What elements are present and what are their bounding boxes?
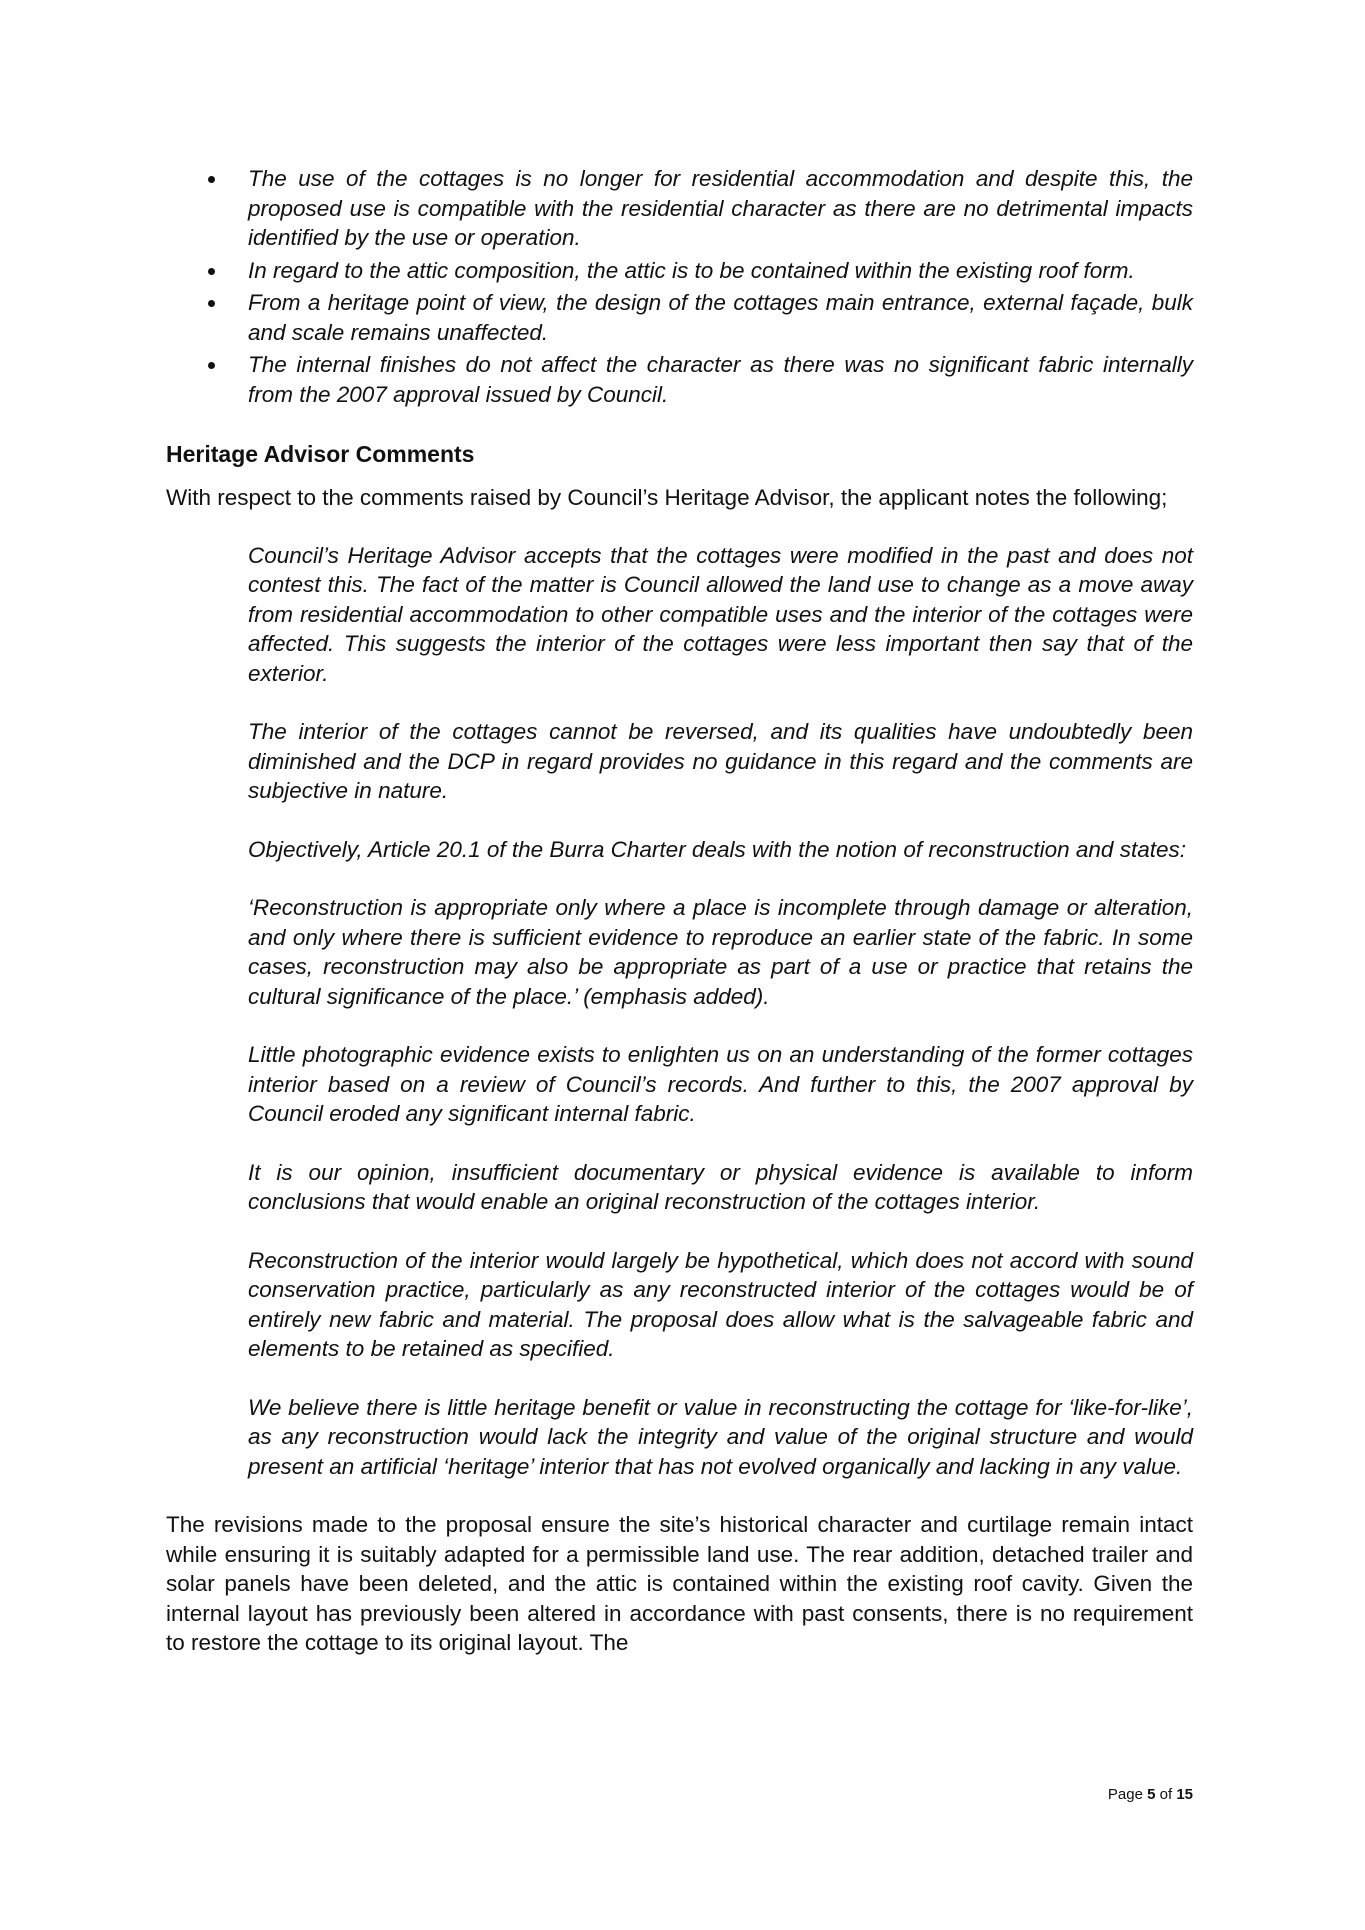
- total-pages: 15: [1176, 1786, 1193, 1803]
- quote-paragraph: Little photographic evidence exists to enlighten us on an understanding of the former cottages interior based on a review of Council’s records. And further to this, the 2007 approval by Council eroded any significant internal fabric.: [248, 1042, 1193, 1126]
- page-separator: of: [1159, 1786, 1173, 1803]
- bullet-item: [166, 350, 1193, 409]
- section-heading: Heritage Advisor Comments: [166, 441, 475, 467]
- quote-paragraph: We believe there is little heritage benefit or value in reconstructing the cottage for ‘like-for-like’, as any reconstruction would lack the integrity and value of the original structure and would present an artificial ‘heritage’ interior that has not evolved organically and lacking in any value.: [248, 1394, 1193, 1479]
- bullet-text: The internal finishes do not affect the character as there was no significant fabric internally from the 2007 approval issued by Council.: [248, 352, 1193, 407]
- quote-paragraph: Reconstruction of the interior would largely be hypothetical, which does not accord with sound conservation practice, particularly as any reconstructed interior of the cottages would be of entirely new fabric and material. The proposal does allow what is the salvageable fabric and elements to be retained as specified.: [248, 1247, 1193, 1361]
- bullet-item: [166, 164, 1193, 253]
- page-label: Page: [1107, 1786, 1143, 1803]
- bullet-item: [166, 256, 1193, 286]
- quoted-response: [248, 541, 1193, 1482]
- bullet-dot-icon: [208, 268, 215, 275]
- bullet-dot-icon: [208, 176, 215, 183]
- bullet-text: In regard to the attic composition, the attic is to be contained within the existing roof form.: [248, 257, 1135, 283]
- quote-paragraph: The interior of the cottages cannot be reversed, and its qualities have undoubtedly been diminished and the DCP in regard provides no guidance in this regard and the comments are subjective in nature.: [248, 719, 1193, 803]
- bullet-dot-icon: [208, 362, 215, 369]
- current-page: 5: [1147, 1786, 1156, 1803]
- bullet-dot-icon: [208, 300, 215, 307]
- bullet-text: The use of the cottages is no longer for residential accommodation and despite this, the proposed use is compatible with the residential character as there are no detrimental impacts identified by the use or operation.: [248, 166, 1193, 250]
- quote-paragraph: Objectively, Article 20.1 of the Burra Charter deals with the notion of reconstruction and states:: [248, 836, 1186, 862]
- page-number: [1108, 1786, 1193, 1804]
- quote-paragraph: ‘Reconstruction is appropriate only where a place is incomplete through damage or alteration, and only where there is sufficient evidence to reproduce an earlier state of the fabric. In some cases, reconstruction may also be appropriate as part of a use or practice that retains the cultural significance of the place.’ (emphasis added).: [248, 895, 1193, 1009]
- intro-paragraph: With respect to the comments raised by Council’s Heritage Advisor, the applicant notes the following;: [166, 485, 1168, 510]
- quote-paragraph: Council’s Heritage Advisor accepts that the cottages were modified in the past and does not contest this. The fact of the matter is Council allowed the land use to change as a move away from residential accommodation to other compatible uses and the interior of the cottages were affected. This suggests the interior of the cottages were less important then say that of the exterior.: [248, 542, 1193, 686]
- closing-paragraph: The revisions made to the proposal ensure the site’s historical character and curtilage remain intact while ensuring it is suitably adapted for a permissible land use. The rear addition, detached trailer and solar panels have been deleted, and the attic is contained within the existing roof cavity. Given the internal layout has previously been altered in accordance with past consents, there is no requirement to restore the cottage to its original layout. The: [166, 1512, 1193, 1655]
- bullet-text: From a heritage point of view, the design of the cottages main entrance, external façade, bulk and scale remains unaffected.: [248, 290, 1193, 345]
- page-content: [166, 164, 1193, 1686]
- bullet-item: [166, 288, 1193, 347]
- bullet-list: [166, 164, 1193, 409]
- quote-paragraph: It is our opinion, insufficient documentary or physical evidence is available to inform conclusions that would enable an original reconstruction of the cottages interior.: [248, 1159, 1193, 1214]
